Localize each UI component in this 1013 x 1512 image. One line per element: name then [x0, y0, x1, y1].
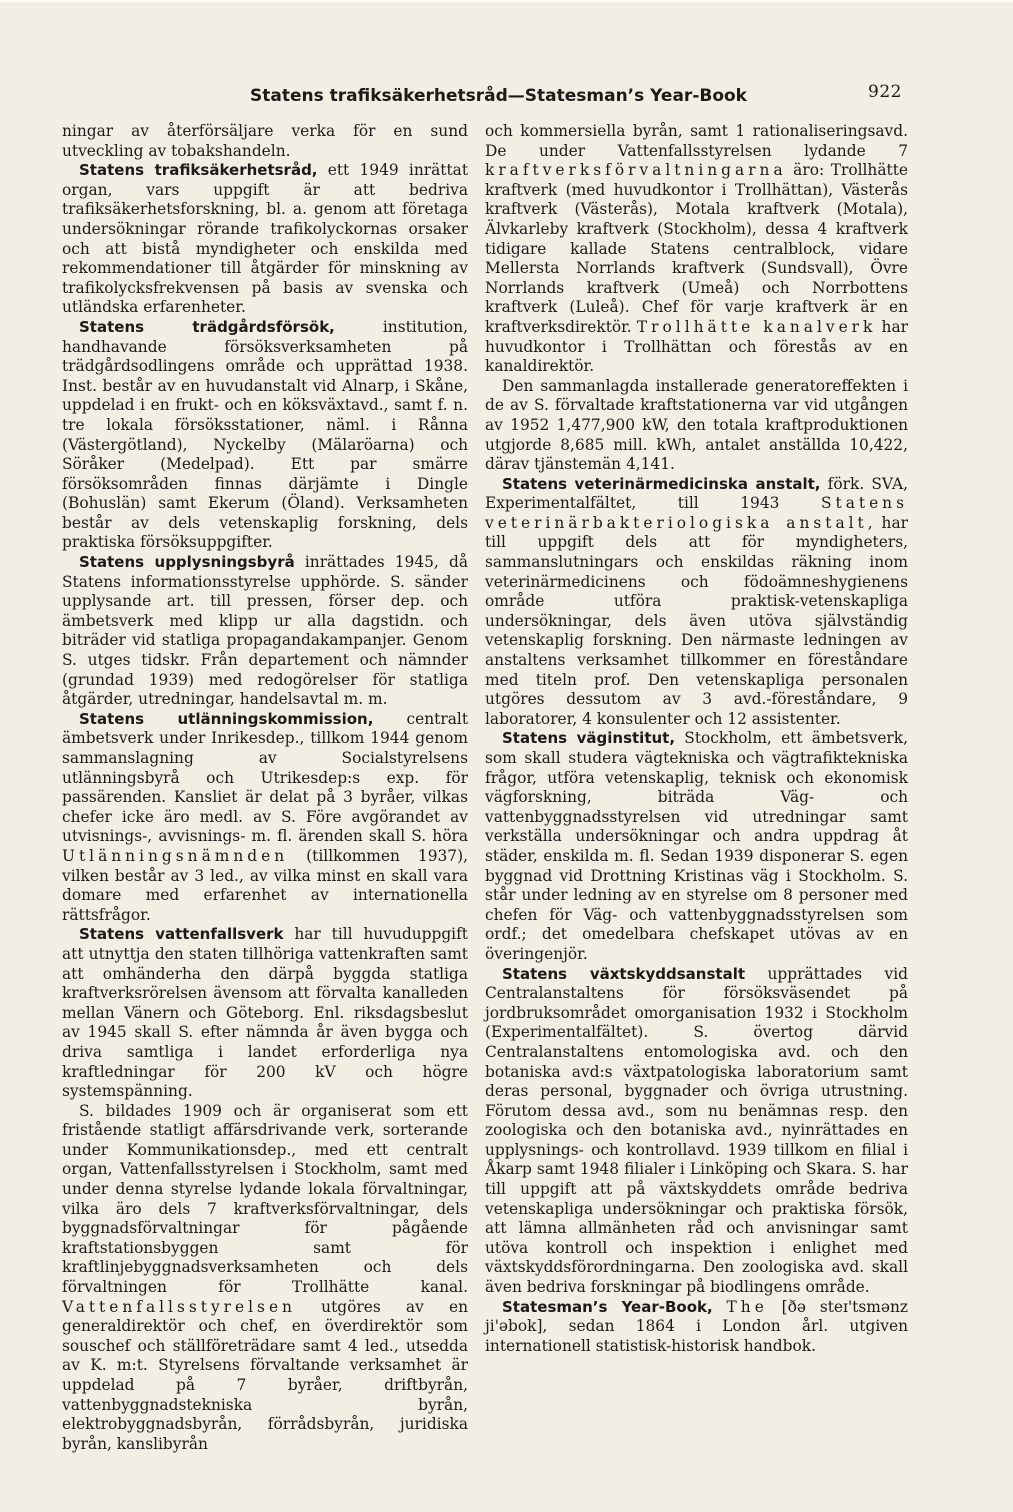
spaced-term: Statens veterinärbakteriologiska anstalt: [485, 494, 908, 532]
entry-text: äro: Trollhätte kraftverk (med huvudkontor i Trollhättan), Västerås kraftverk (Västerås), Motala kraftverk (Motala), Älvkarleby kraftverk (Stockholm), dessa 4 kraftverk tidigare kallade Statens centralblock, vidare Mellersta Norrlands kraftverk (Sundsvall), Övre Norrlands kraftverk (Umeå) och Norrbottens kraftverk (Luleå). Chef för varje kraftverk är en kraftverksdirektör.: [485, 161, 908, 336]
entry-statesmans-year-book: [485, 1298, 908, 1357]
entry-text: (tillkommen 1937), vilken består av 3 led., av vilka minst en skall vara domare med erfarenhet av internationella rättsfrågor.: [62, 846, 468, 924]
entry-text: [ðə steɪ'tsmənz ji'əbok], sedan 1864 i London årl. utgiven internationell statistisk-historisk handbok.: [485, 1297, 908, 1355]
entry-headword: Statens väginstitut,: [502, 729, 676, 748]
left-column: [62, 122, 468, 1454]
entry-vaginstitut: [485, 729, 908, 964]
page-number: 922: [868, 82, 902, 102]
entry-text: ett 1949 inrättat organ, vars uppgift är att bedriva trafiksäkerhetsforskning, bl. a. genom att företaga undersökningar rörande trafikolyckornas orsaker och att bistå myndigheter och enskilda med rekommendationer till åtgärder för minskning av trafikolycksfrekvensen på basis av svenska och utländska erfarenheter.: [62, 161, 469, 317]
running-head-title: Statens trafiksäkerhetsråd—Statesman’s Year-Book: [250, 86, 747, 106]
entry-text: S. bildades 1909 och är organiserat som ett fristående statligt affärsdrivande verk, sorterande under Kommunikationsdep., med ett centralt organ, Vattenfallsstyrelsen i Stockholm, samt med under denna styrelse lydande lokala förvaltningar, vilka äro dels 7 kraftverksförvaltningar, dels byggnadsförvaltningar för pågående kraftstationsbyggen samt för kraftlinjebyggnadsverksamheten och dels förvaltningen för Trollhätte kanal.: [62, 1101, 468, 1297]
entry-headword: Statens veterinärmedicinska anstalt,: [502, 474, 821, 493]
entry-tradgardsforsok: [62, 318, 468, 553]
entry-upplysningsbyra: [62, 553, 468, 710]
continued-paragraph: [485, 122, 908, 377]
running-head: [0, 82, 1013, 114]
entry-headword: Statens trafiksäkerhetsråd,: [79, 161, 318, 180]
entry-text: Stockholm, ett ämbetsverk, som skall studera vägtekniska och vägtrafiktekniska frågor, utföra vetenskaplig, teknisk och ekonomisk vägforskning, biträda Väg- och vattenbyggnadsstyrelsen vid utredningar samt verkställa undersökningar och andra uppdrag åt städer, enskilda m. fl. Sedan 1939 disponerar S. egen byggnad vid Drottning Kristinas väg i Stockholm. S. står under ledning av en styrelse om 8 personer med chefen för Väg- och vattenbyggnadsstyrelsen som ordf.; det omedelbara chefskapet utövas av en överingenjör.: [485, 729, 908, 963]
spaced-term: Trollhätte kanalverk: [636, 317, 877, 336]
entry-text: och kommersiella byrån, samt 1 rationaliseringsavd. De under Vattenfallsstyrelsen lydande 7: [485, 122, 908, 160]
entry-headword: Statens upplysningsbyrå: [79, 553, 295, 572]
right-column: [485, 122, 908, 1356]
paragraph-generatoreffekt: Den sammanlagda installerade generatoreffekten i de av S. förvaltade kraftstationerna var vid utgången av 1952 1,477,900 kW, den totala kraftproduktionen utgjorde 8,685 mill. kWh, antalet anställda 10,422, därav tjänstemän 4,141.: [485, 376, 908, 474]
continued-paragraph: ningar av återförsäljare verka för en sund utveckling av tobakshandeln.: [62, 122, 468, 160]
spaced-term: The: [726, 1297, 768, 1316]
entry-headword: Statens utlänningskommission,: [79, 709, 374, 728]
entry-text: , har till uppgift dels att för myndigheters, sammanslutningars och enskildas räkning inom veterinärmedicinens och födoämneshygienens område utföra praktisk-vetenskapliga undersökningar, dels även utöva självständig vetenskaplig forskning. Den närmaste ledningen av anstaltens verksamhet tillkommer en föreståndare med titeln prof. Den vetenskapliga personalen utgöres dessutom av 3 avd.-föreståndare, 9 laboratorer, 4 konsulenter och 12 assistenter.: [485, 513, 908, 728]
entry-text: institution, handhavande försöksverksamheten på trädgårdsodlingens område och upprättad 1938. Inst. består av en huvudanstalt vid Alnarp, i Skåne, uppdelad i en frukt- och en köksväxtavd., samt f. n. tre lokala försöksstationer, näml. i Rånna (Västergötland), Nyckelby (Mälaröarna) och Söråker (Medelpad). Ett par smärre försöksområden finnas därjämte i Dingle (Bohuslän) samt Ekerum (Öland). Verksamheten består av dels vetenskaplig forskning, dels praktiska försöksuppgifter.: [62, 317, 468, 552]
entry-text: inrättades 1945, då Statens informationsstyrelse upphörde. S. sänder upplysande art. till pressen, förser dep. och ämbetsverk med klipp ur alla dagstidn. och biträder vid statliga propagandakampanjer. Genom S. utges tidskr. Från departement och nämnder (grundad 1939) med redogörelser för statliga åtgärder, utredningar, handelsavtal m. m.: [62, 553, 468, 709]
spaced-term: Vattenfallsstyrelsen: [62, 1297, 296, 1316]
entry-headword: Statens trädgårdsförsök,: [79, 317, 335, 336]
entry-headword: Statens växtskyddsanstalt: [502, 964, 746, 983]
spaced-term: kraftverksförvaltningarna: [485, 161, 787, 180]
entry-text: har till huvuduppgift att utnyttja den staten tillhöriga vattenkraften samt att omhänderha den därpå byggda statliga kraftverksrörelsen ävensom att förvalta kanalleden mellan Vänern och Göteborg. Enl. riksdagsbeslut av 1945 skall S. efter nämnda år även bygga och driva samtliga i landet erforderliga nya kraftledningar för 200 kV och högre systemspänning.: [62, 925, 468, 1101]
entry-text: har huvudkontor i Trollhättan och förestås av en kanaldirektör.: [485, 317, 908, 376]
entry-vaxtskyddsanstalt: [485, 965, 908, 1298]
entry-vattenfallsverk: [62, 925, 468, 1101]
entry-headword: Statens vattenfallsverk: [79, 925, 284, 944]
entry-headword: Statesman’s Year-Book,: [502, 1297, 713, 1316]
entry-text: upprättades vid Centralanstaltens för försöksväsendet på jordbruksområdet omorganisation 1932 i Stockholm (Experimentalfältet). S. övertog därvid Centralanstaltens entomologiska avd. och den botaniska avd:s växtpatologiska laboratorium samt deras personal, byggnader och övriga utrustning. Förutom dessa avd., som nu benämnas resp. den zoologiska och den botaniska avd., nyinrättades en upplysnings- och kontrollavd. 1939 tillkom en filial i Åkarp samt 1948 filialer i Linköping och Skara. S. har till uppgift att på växtskyddets område bedriva vetenskapliga undersökningar och praktiska försök, att lämna allmänheten råd och anvisningar samt utöva kontroll och inspektion i enlighet med växtskyddsförordningarna. Den zoologiska avd. skall även bedriva forskningar på biodlingens område.: [485, 964, 908, 1297]
entry-trafiksakerhetsrad: [62, 161, 468, 318]
entry-text: förk. SVA, Experimentalfältet, till 1943: [485, 474, 908, 513]
entry-utlanningskommission: [62, 710, 468, 926]
entry-text: centralt ämbetsverk under Inrikesdep., tillkom 1944 genom sammanslagning av Socialstyrelsens utlänningsbyrå och Utrikesdep:s exp. för passärenden. Kansliet är delat på 3 byråer, vilkas chefer icke äro medl. av S. Före avgörandet av utvisnings-, avvisnings- m. fl. ärenden skall S. höra: [62, 709, 469, 846]
page-edge: [0, 0, 1013, 5]
entry-text: utgöres av en generaldirektör och chef, en överdirektör som souschef och ställföreträdare samt 4 led., utsedda av K. m:t. Styrelsens förvaltande verksamhet är uppdelad på 7 byråer, driftbyrån, vattenbyggnadstekniska byrån, elektrobyggnadsbyrån, förrådsbyrån, juridiska byrån, kanslibyrån: [62, 1297, 468, 1453]
entry-vattenfallsverk-continued: [62, 1102, 468, 1455]
entry-text: [713, 1298, 727, 1316]
entry-veterinarmedicinska-anstalt: [485, 475, 908, 730]
spaced-term: Utlänningsnämnden: [62, 846, 289, 865]
